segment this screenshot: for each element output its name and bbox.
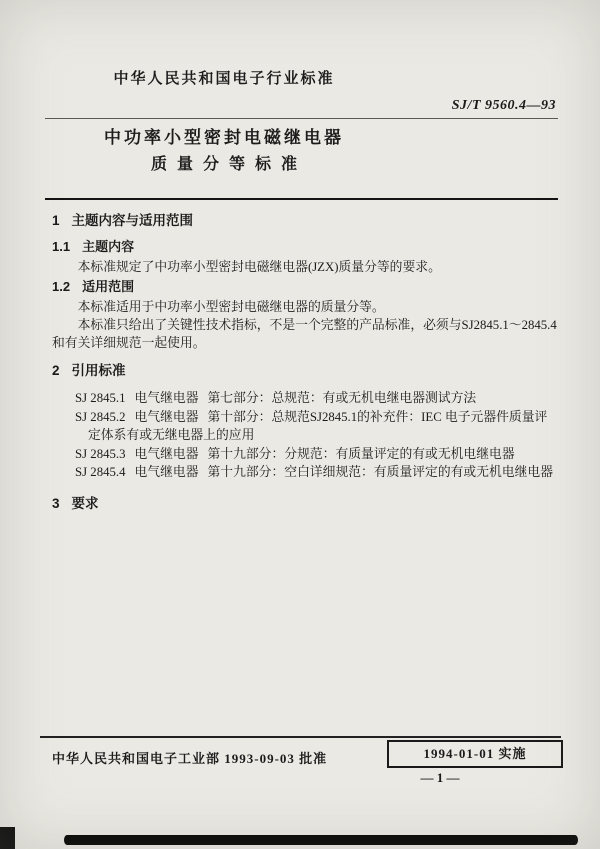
reference-item-2 xyxy=(52,408,558,427)
reference-item-4 xyxy=(52,463,558,482)
reference-1-code: SJ 2845.1 xyxy=(75,391,126,405)
reference-4-doc: 电气继电器 xyxy=(134,465,199,479)
approval-line: 中华人民共和国电子工业部 1993-09-03 批准 xyxy=(52,751,328,766)
header-divider xyxy=(45,118,558,119)
reference-3-code: SJ 2845.3 xyxy=(75,446,126,461)
reference-item-3 xyxy=(52,445,558,464)
section-3-title: 要求 xyxy=(71,495,99,511)
section-1-2-number: 1.2 xyxy=(52,279,71,294)
scan-artifact-bar xyxy=(64,835,578,845)
page-number: — 1 — xyxy=(420,770,460,785)
section-1-1-title: 主题内容 xyxy=(82,239,135,254)
reference-3-desc: 第十九部分：分规范：有质量评定的有或无机电继电器 xyxy=(207,446,515,461)
section-1-title: 主题内容与适用范围 xyxy=(71,213,194,228)
implementation-date-box: 1994-01-01 实施 xyxy=(387,740,563,768)
section-3-heading xyxy=(52,495,558,513)
section-1-1-number: 1.1 xyxy=(52,239,71,254)
reference-item-1 xyxy=(52,389,558,408)
reference-1-doc: 电气继电器 xyxy=(134,391,199,405)
footer-divider xyxy=(40,736,561,738)
reference-4-desc: 第十九部分：空白详细规范：有质量评定的有或无机电继电器 xyxy=(207,465,553,479)
section-1-2-paragraph-2-line-2: 和有关详细规范一起使用。 xyxy=(52,336,206,350)
section-1-2-title: 适用范围 xyxy=(82,279,135,294)
document-title: 中功率小型密封电磁继电器 xyxy=(104,128,344,147)
standard-number: SJ/T 9560.4—93 xyxy=(451,98,556,113)
issuing-org-header: 中华人民共和国电子行业标准 xyxy=(113,70,335,87)
section-2-title: 引用标准 xyxy=(71,363,126,378)
reference-item-2-continuation: 定体系有或无继电器上的应用 xyxy=(88,428,255,442)
reference-1-desc: 第七部分：总规范：有或无机电继电器测试方法 xyxy=(207,391,477,405)
section-3-number: 3 xyxy=(52,495,60,511)
reference-4-code: SJ 2845.4 xyxy=(75,465,126,479)
reference-2-desc: 第十部分：总规范SJ2845.1的补充件：IEC 电子元器件质量评 xyxy=(207,409,548,424)
section-1-2-heading xyxy=(52,278,558,296)
section-2-number: 2 xyxy=(52,363,60,378)
document-body xyxy=(52,212,558,513)
section-2-heading xyxy=(52,362,558,380)
section-1-2-paragraph-2-line-1: 本标准只给出了关键性技术指标，不是一个完整的产品标准，必须与SJ2845.1～2845.4 xyxy=(77,318,557,332)
reference-2-code: SJ 2845.2 xyxy=(75,409,126,424)
section-1-1-heading xyxy=(52,238,558,256)
reference-3-doc: 电气继电器 xyxy=(134,446,199,461)
scan-artifact-corner xyxy=(0,827,15,849)
section-1-2-paragraph-1: 本标准适用于中功率小型密封电磁继电器的质量分等。 xyxy=(77,300,385,314)
section-1-heading xyxy=(52,212,558,230)
section-1-1-paragraph: 本标准规定了中功率小型密封电磁继电器(JZX)质量分等的要求。 xyxy=(77,260,441,274)
reference-2-doc: 电气继电器 xyxy=(134,409,199,424)
title-divider xyxy=(45,198,558,200)
section-1-number: 1 xyxy=(52,213,60,228)
document-subtitle: 质量分等标准 xyxy=(150,156,307,173)
